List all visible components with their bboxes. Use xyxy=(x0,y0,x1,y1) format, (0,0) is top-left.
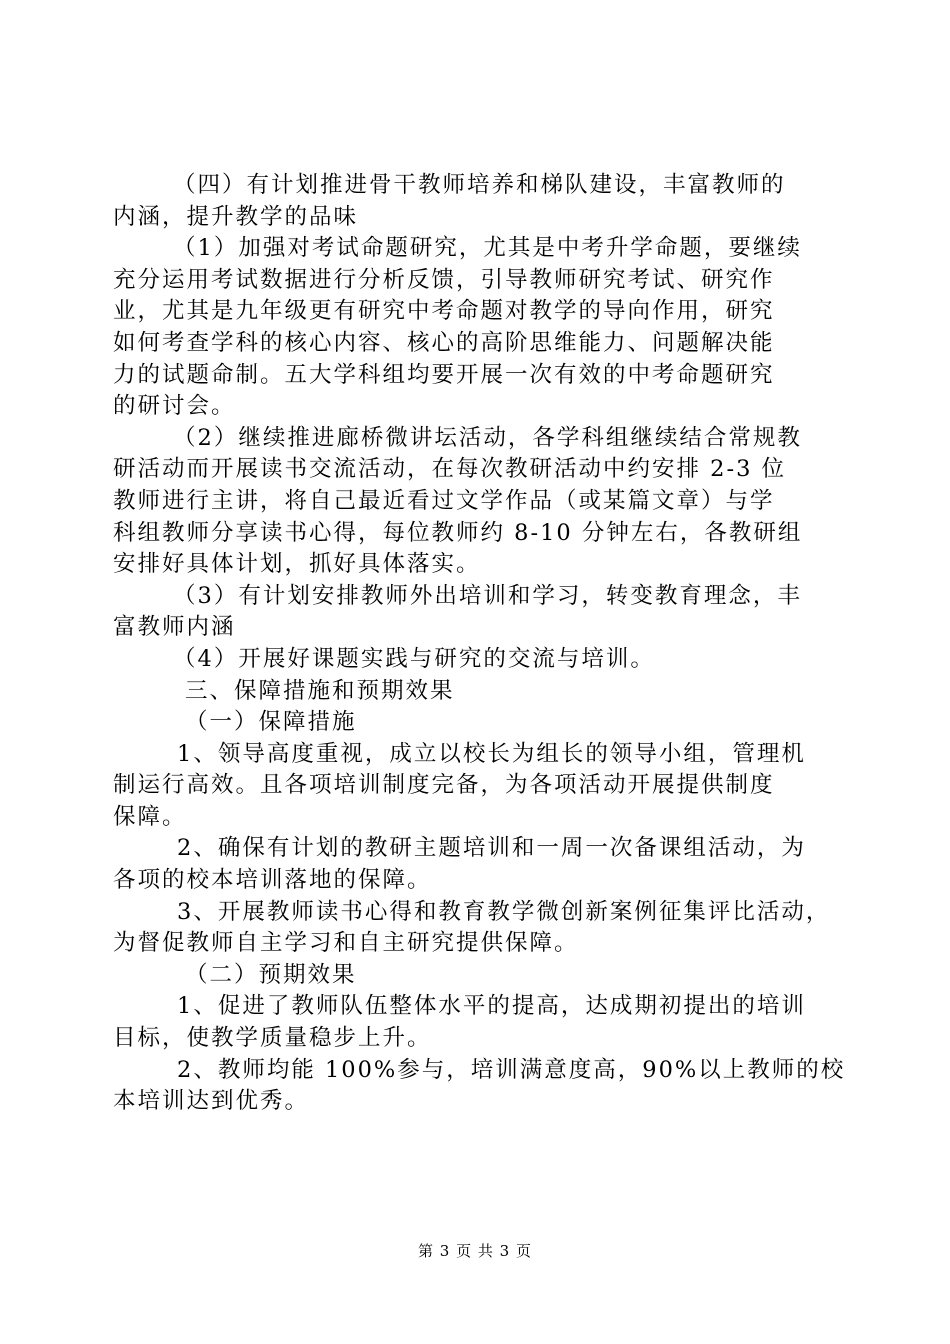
text-line: 3、开展教师读书心得和教育教学微创新案例征集评比活动， xyxy=(177,898,831,925)
text-line: 如何考查学科的核心内容、核心的高阶思维能力、问题解决能 xyxy=(113,329,775,356)
text-line: （四）有计划推进骨干教师培养和梯队建设，丰富教师的 xyxy=(173,172,786,198)
text-line: 1、领导高度重视，成立以校长为组长的领导小组，管理机 xyxy=(177,740,806,767)
text-line: 科组教师分享读书心得，每位教师约 8-10 分钟左右，各教研组 xyxy=(113,519,803,546)
text-line: 1、促进了教师队伍整体水平的提高，达成期初提出的培训 xyxy=(177,993,806,1020)
text-line: 业，尤其是九年级更有研究中考命题对教学的导向作用，研究 xyxy=(113,298,775,325)
text-line: 研活动而开展读书交流活动，在每次教研活动中约安排 2-3 位 xyxy=(113,456,787,483)
text-line: 内涵，提升教学的品味 xyxy=(113,203,359,230)
text-line: 2、教师均能 100%参与，培训满意度高，90%以上教师的校 xyxy=(177,1056,846,1083)
text-line: 力的试题命制。五大学科组均要开展一次有效的中考命题研究 xyxy=(113,361,775,388)
text-line: 充分运用考试数据进行分析反馈，引导教师研究考试、研究作 xyxy=(113,266,775,293)
text-line: 为督促教师自主学习和自主研究提供保障。 xyxy=(113,930,579,957)
page-footer: 第 3 页 共 3 页 xyxy=(418,1242,532,1260)
text-line: 的研讨会。 xyxy=(113,393,236,420)
text-line: 制运行高效。且各项培训制度完备，为各项活动开展提供制度 xyxy=(113,772,775,799)
text-line: （4）开展好课题实践与研究的交流与培训。 xyxy=(173,645,655,672)
text-line: 各项的校本培训落地的保障。 xyxy=(113,867,432,894)
text-line: 2、确保有计划的教研主题培训和一周一次备课组活动，为 xyxy=(177,835,806,862)
text-line: 保障。 xyxy=(113,803,187,830)
text-line: 三、保障措施和预期效果 xyxy=(185,677,455,704)
text-line: （2）继续推进廊桥微讲坛活动，各学科组继续结合常规教 xyxy=(173,424,802,451)
text-line: （1）加强对考试命题研究，尤其是中考升学命题，要继续 xyxy=(173,235,802,262)
text-line: 本培训达到优秀。 xyxy=(113,1088,310,1115)
text-line: 安排好具体计划，抓好具体落实。 xyxy=(113,551,481,578)
document-body xyxy=(113,170,846,1118)
text-line: 目标，使教学质量稳步上升。 xyxy=(113,1025,432,1052)
text-line: （二）预期效果 xyxy=(185,961,357,988)
text-line: 教师进行主讲，将自己最近看过文学作品（或某篇文章）与学 xyxy=(113,487,775,514)
text-line: 富教师内涵 xyxy=(113,614,236,641)
text-line: （一）保障措施 xyxy=(185,709,357,736)
text-line: （3）有计划安排教师外出培训和学习，转变教育理念，丰 xyxy=(173,582,802,609)
